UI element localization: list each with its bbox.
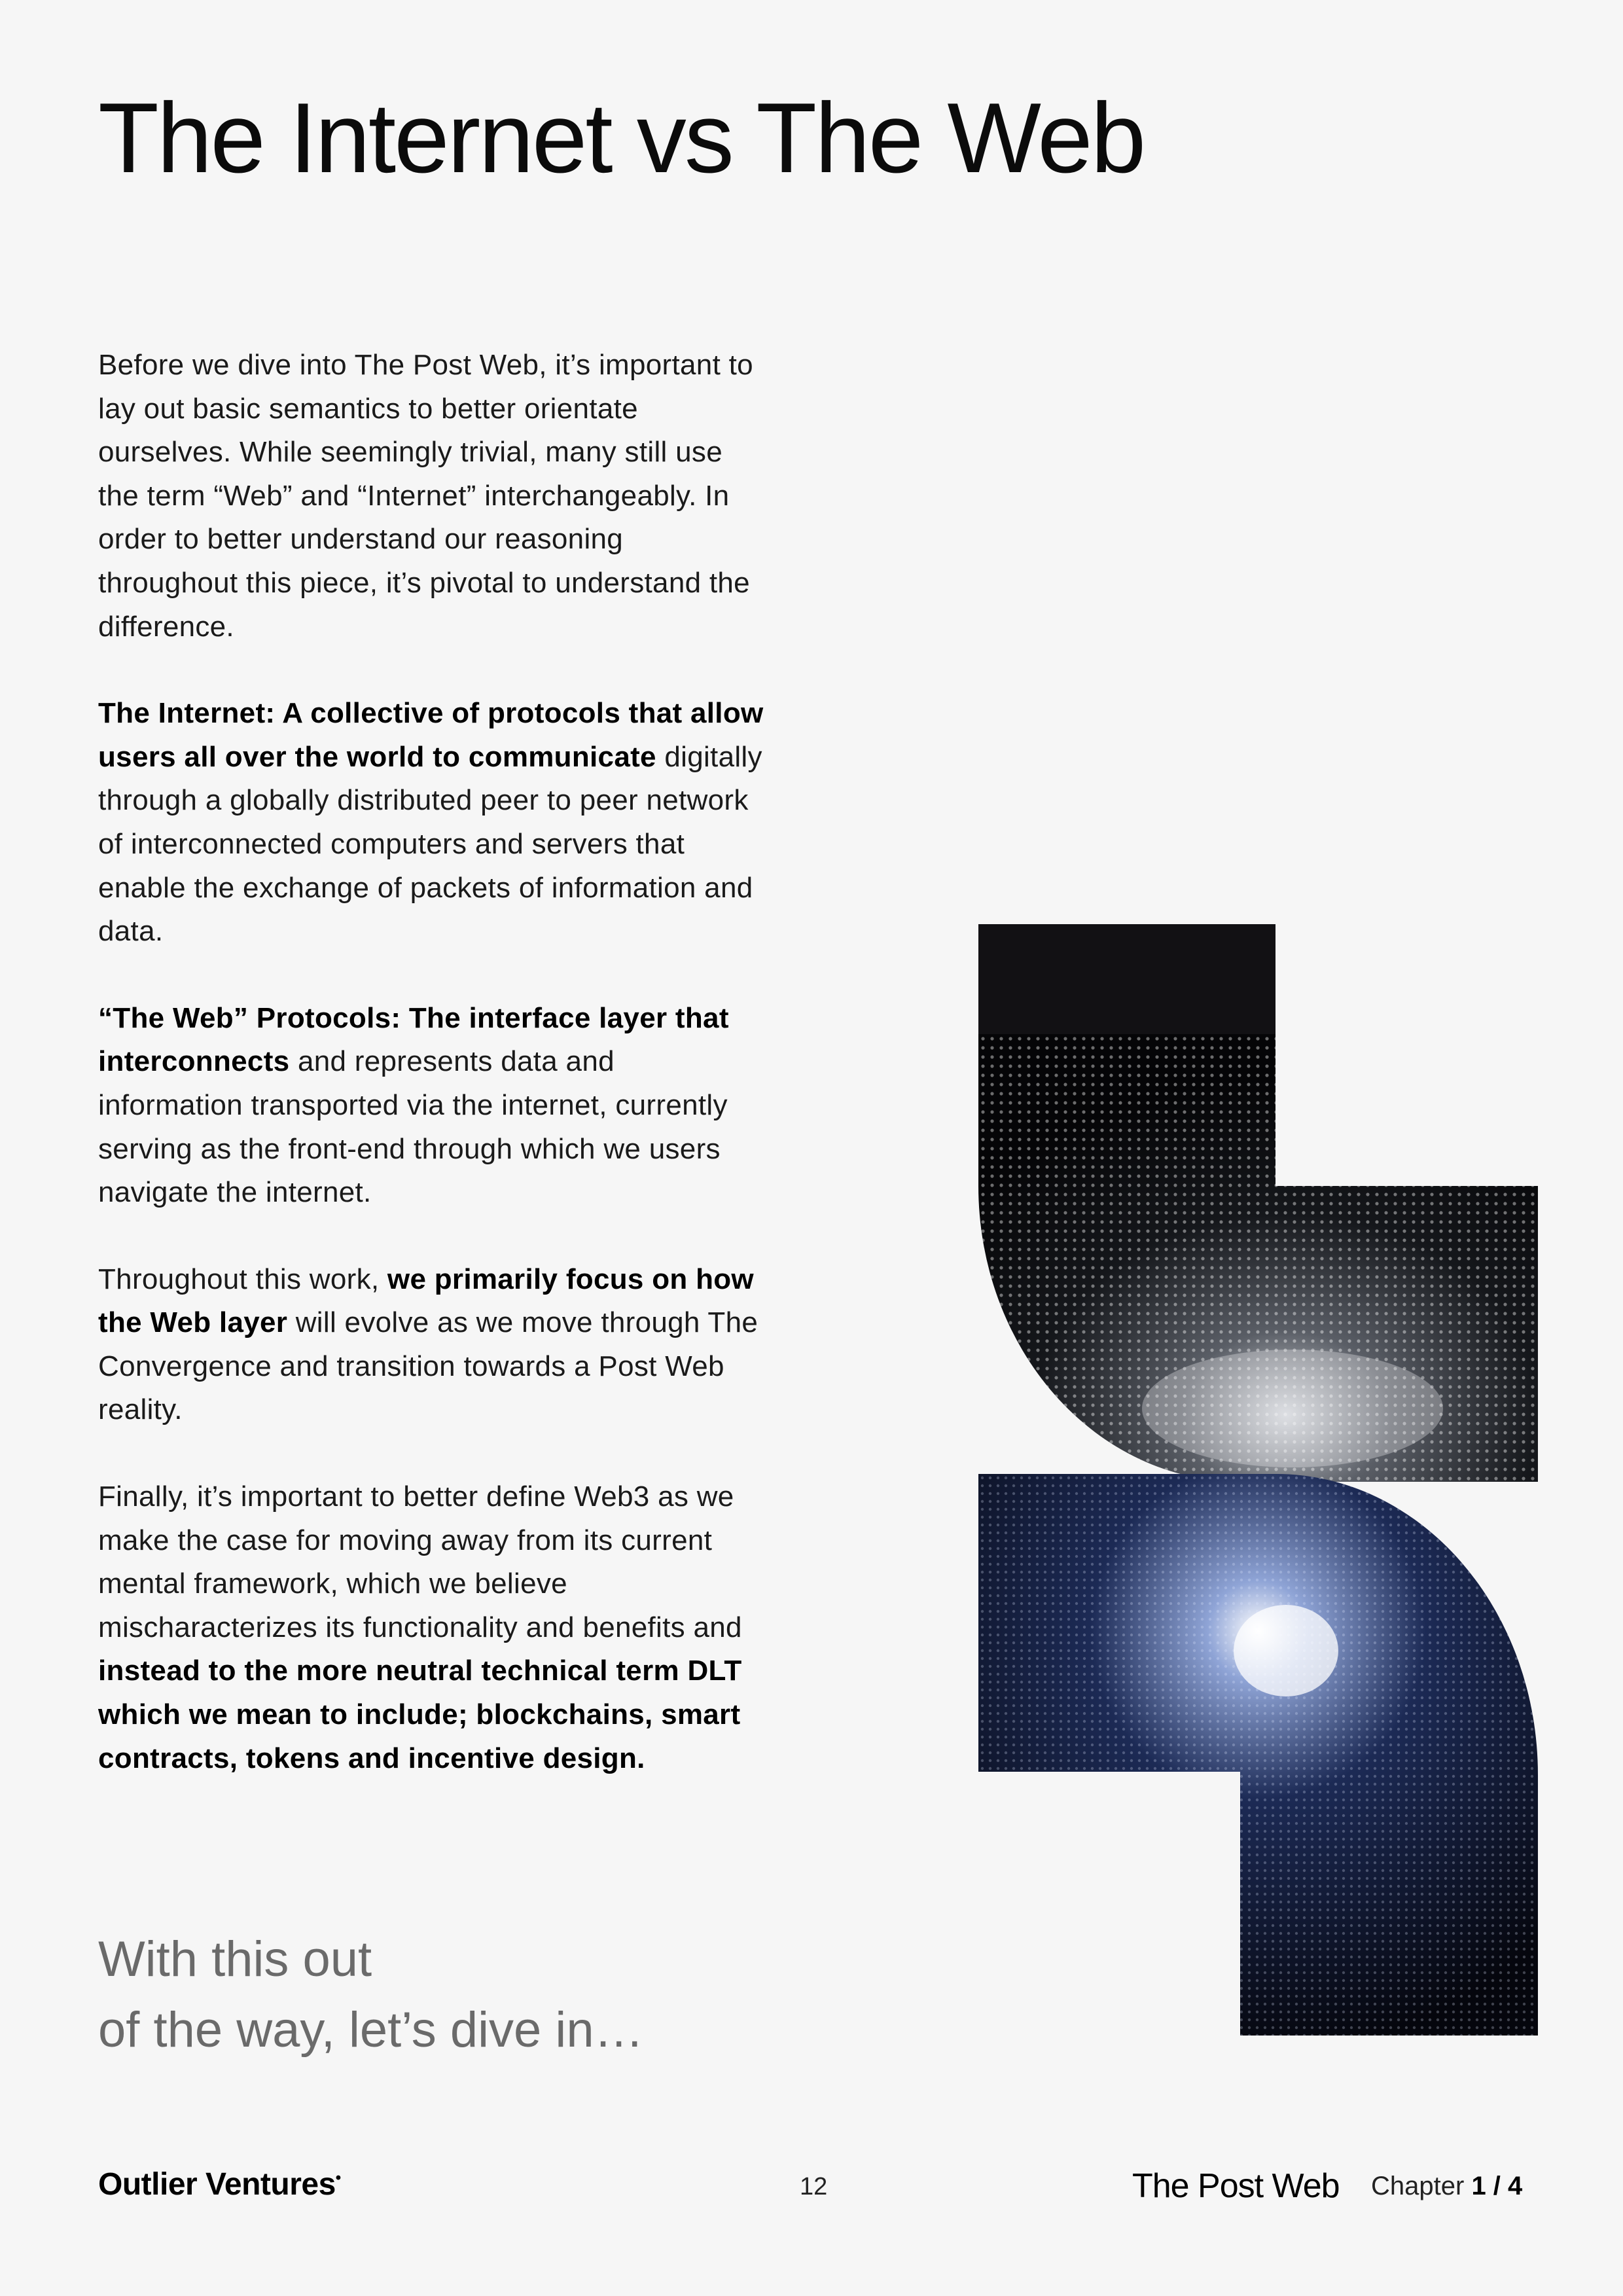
focus-paragraph [98,1258,766,1432]
brand-name: Outlier Ventures [98,2167,336,2202]
web-definition [98,997,766,1215]
web3-bold: instead to the more neutral technical term DLT which we mean to include; blockchains, smart contracts, tokens and incentive design. [98,1655,742,1774]
footer [0,2166,1623,2206]
chapter-label: Chapter [1371,2172,1465,2200]
web3-pre: Finally, it’s important to better define Web3 as we make the case for moving away from its current mental framework, which we believe mischaracterizes its functionality and benefits and [98,1480,742,1643]
internet-definition [98,692,766,954]
brand-mark: • [335,2169,341,2187]
web-definition-text: and represents data and information transported via the internet, currently serving as the front-end through which we users navigate the internet. [98,1045,728,1209]
network-dots-artwork [978,924,1541,2036]
series-title: The Post Web [1132,2167,1340,2205]
chapter-indicator [1371,2172,1522,2201]
web3-paragraph [98,1475,766,1780]
closing-line-1: With this out [98,1931,372,1987]
page-title: The Internet vs The Web [98,82,1145,194]
dot-swirl-highlight [1142,1350,1443,1467]
focus-bold: we primarily focus on how the Web layer [98,1263,754,1339]
internet-definition-text: digitally through a globally distributed peer to peer network of interconnected computers and servers that enable the exchange of packets of information and data. [98,740,762,948]
closing-statement [98,1924,644,2066]
page-number: 12 [800,2173,828,2200]
intro-text: Before we dive into The Post Web, it’s important to lay out basic semantics to better orientate ourselves. While seemingly trivial, many still use the term “Web” and “Internet” interchangeably. In order to better understand our reasoning throughout this piece, it’s pivotal to understand the difference. [98,349,753,643]
focus-pre: Throughout this work, [98,1263,387,1295]
chapter-value: 1 / 4 [1471,2172,1523,2200]
top-dark-block [978,924,1275,1034]
internet-definition-bold: The Internet: A collective of protocols that allow users all over the world to communicate [98,697,764,773]
focus-rest: will evolve as we move through The Convergence and transition towards a Post Web reality. [98,1306,758,1426]
intro-paragraph [98,344,766,649]
web-definition-bold: “The Web” Protocols: The interface layer that interconnects [98,1001,729,1078]
closing-line-2: of the way, let’s dive in… [98,2002,644,2058]
light-burst [1234,1605,1338,1696]
body-text [98,344,766,1823]
brand-logo [98,2166,341,2202]
